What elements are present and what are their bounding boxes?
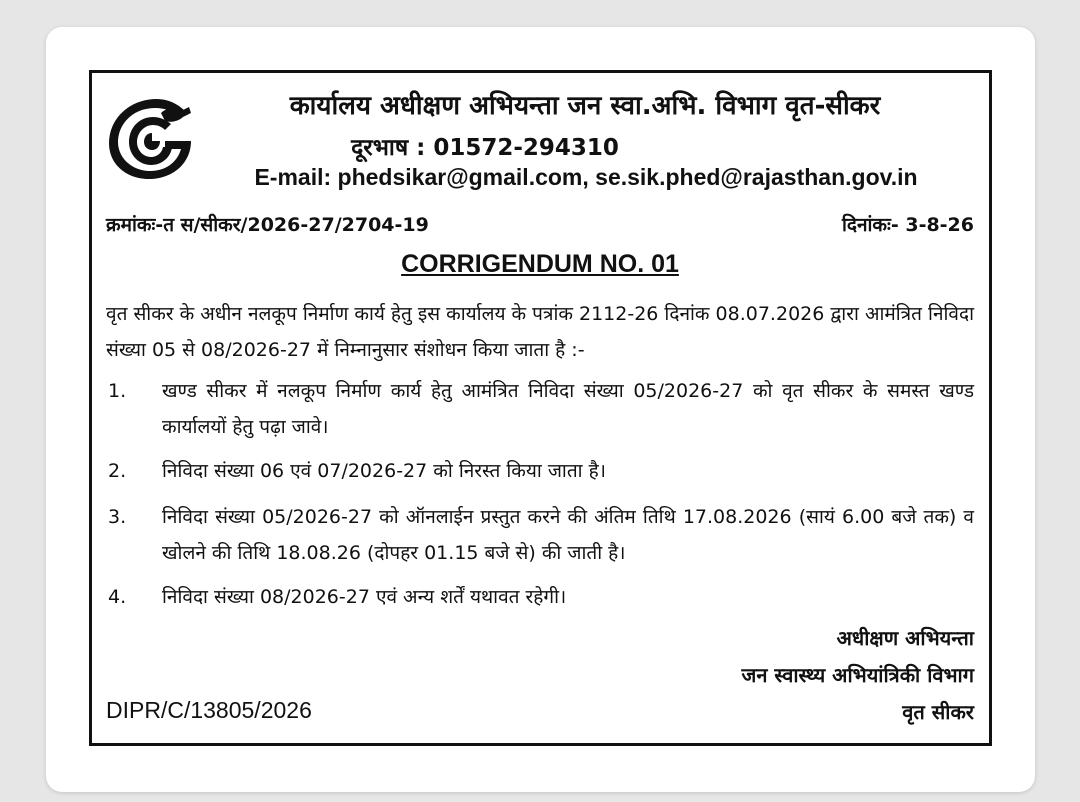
intro-paragraph: वृत सीकर के अधीन नलकूप निर्माण कार्य हेतु इस कार्यालय के पत्रांक 2112-26 दिनांक 08.07.2026 द्वारा आमंत्रित निविदा संख्या 05 से 08/2026-27 में निम्नानुसार संशोधन किया जाता है :- bbox=[106, 303, 974, 361]
signature-location: वृत सीकर bbox=[902, 700, 974, 724]
corrigendum-heading: CORRIGENDUM NO. 01 bbox=[401, 250, 679, 278]
department-logo bbox=[105, 93, 197, 183]
list-item-text: खण्ड सीकर में नलकूप निर्माण कार्य हेतु आमंत्रित निविदा संख्या 05/2026-27 को वृत सीकर के समस्त खण्ड कार्यालयों हेतु पढ़ा जावे। bbox=[162, 380, 974, 438]
reference-date: दिनांकः- 3-8-26 bbox=[841, 214, 974, 236]
dipr-number: DIPR/C/13805/2026 bbox=[106, 697, 312, 723]
office-title: कार्यालय अधीक्षण अभियन्ता जन स्वा.अभि. विभाग वृत-सीकर bbox=[289, 91, 881, 121]
list-item bbox=[106, 373, 974, 445]
signature-department: जन स्वास्थ्य अभियांत्रिकी विभाग bbox=[741, 663, 974, 687]
signature-designation: अधीक्षण अभियन्ता bbox=[836, 626, 974, 650]
office-email: E-mail: phedsikar@gmail.com, se.sik.phed@rajasthan.gov.in bbox=[254, 164, 918, 190]
office-phone: दूरभाष : 01572-294310 bbox=[351, 135, 619, 161]
list-item-text: निविदा संख्या 08/2026-27 एवं अन्य शर्तें यथावत रहेगी। bbox=[162, 586, 567, 608]
list-item bbox=[106, 499, 974, 571]
list-item-text: निविदा संख्या 05/2026-27 को ऑनलाईन प्रस्तुत करने की अंतिम तिथि 17.08.2026 (सायं 6.00 बजे तक) व खोलने की तिथि 18.08.26 (दोपहर 01.15 बजे से) की जाती है। bbox=[162, 506, 974, 564]
list-item-number: 3. bbox=[108, 506, 127, 528]
list-item bbox=[106, 579, 974, 615]
list-item-text: निविदा संख्या 06 एवं 07/2026-27 को निरस्त किया जाता है। bbox=[162, 460, 606, 482]
list-item bbox=[106, 453, 974, 489]
list-item-number: 1. bbox=[108, 380, 127, 402]
list-item-number: 2. bbox=[108, 460, 127, 482]
list-item-number: 4. bbox=[108, 586, 127, 608]
reference-number: क्रमांकः-त स/सीकर/2026-27/2704-19 bbox=[106, 214, 429, 236]
